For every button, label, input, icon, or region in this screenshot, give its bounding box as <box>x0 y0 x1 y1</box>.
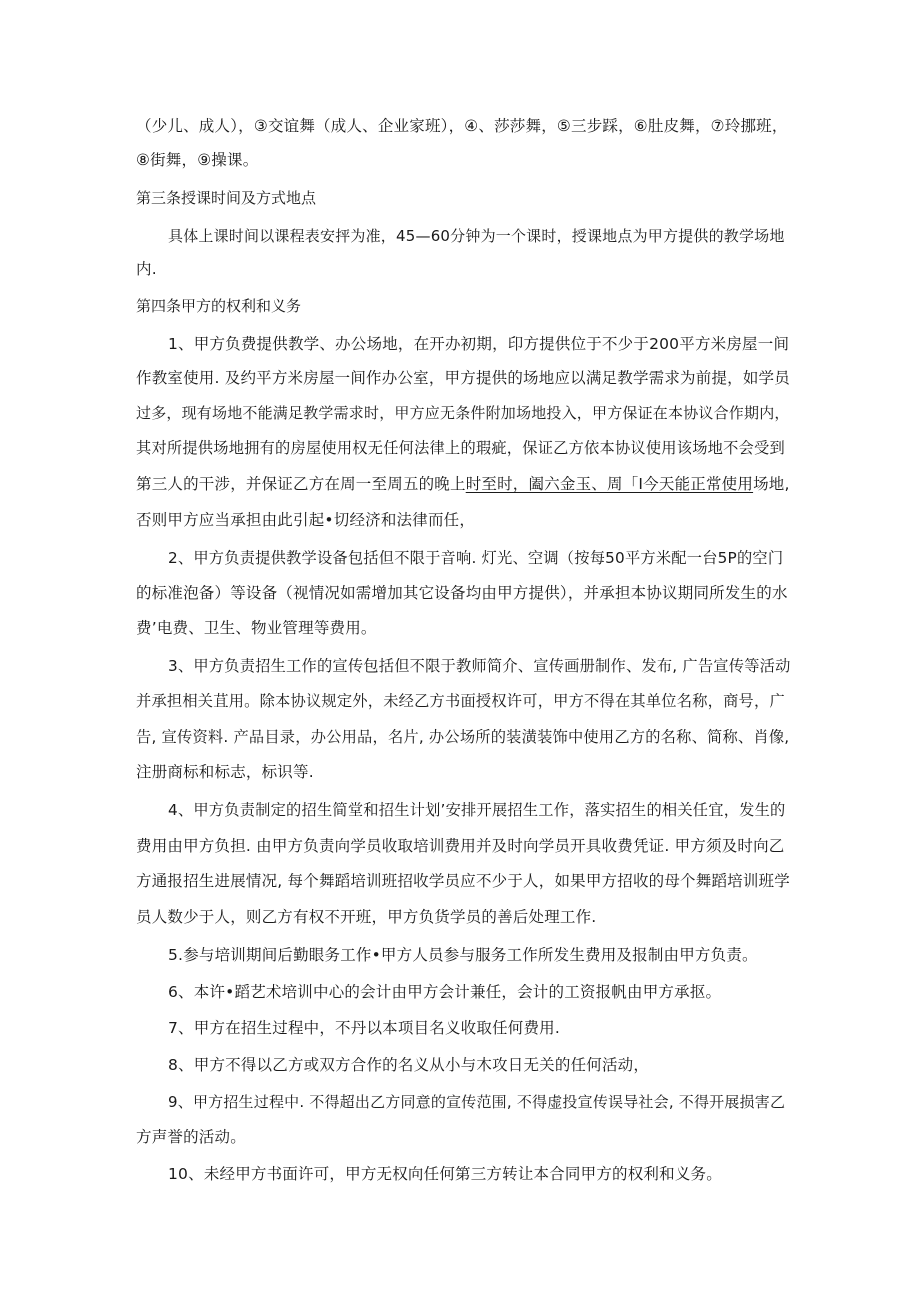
item-4-line-4: 员人数少于人，则乙方有权不开班，甲方负货学员的善后处理工作. <box>136 908 597 926</box>
intro-line-2: ⑧街舞，⑨操课。 <box>136 151 259 169</box>
item-1-line-1: 1、甲方负费提供教学、办公场地，在开办初期，印方提供位于不少于200平方米房屋一间 <box>168 335 790 353</box>
item-4-line-3: 方通报招生进展情况, 每个舞蹈培训班招收学员应不少于人，如果甲方招收的母个舞蹈培训班学 <box>136 872 790 890</box>
section-3-line-1: 具体上课时间以课程表安抨为准，45—60分钟为一个课时，授课地点为甲方提供的教学场地 <box>168 227 785 245</box>
item-9-line-2: 方声誉的活动。 <box>136 1128 246 1146</box>
item-5: 5.参与培训期间后勤眼务工作•甲方人员参与服务工作所发生费用及报制由甲方负责。 <box>168 946 758 964</box>
item-8: 8、甲方不得以乙方或双方合作的名义从小与木攻日无关的任何活动， <box>168 1056 650 1074</box>
section-3-line-2: 内. <box>136 260 157 278</box>
item-1-line-5-underlined: 时至时，阖六金玉、周「I今天能正常使用 <box>465 475 754 493</box>
item-3-line-4: 注册商标和标志，标识等. <box>136 763 314 781</box>
item-3-line-3: 告, 宣传资料. 产品目录，办公用品，名片, 办公场所的装潢装饰中使用乙方的名称、简称、肖像, <box>136 728 790 746</box>
intro-line-1: （少儿、成人），③交谊舞（成人、企业家班），④、莎莎舞，⑤三步踩，⑥肚皮舞，⑦玲挪班， <box>136 117 788 135</box>
item-1-line-5-start: 第三人的干涉，并保证乙方在周一至周五的晚上 <box>136 475 466 493</box>
item-1-line-2: 作教室使用. 及约平方米房屋一间作办公室，甲方提供的场地应以满足教学需求为前提，如学员 <box>136 369 790 387</box>
item-7: 7、甲方在招生过程中，不丹以本项目名义收取任何费用. <box>168 1019 560 1037</box>
item-10: 10、未经甲方书面许可，甲方无权向任何第三方转让本合同甲方的权利和义务。 <box>168 1165 722 1183</box>
section-4-heading: 第四条甲方的权利和义务 <box>136 297 302 315</box>
item-3-line-2: 并承担相关苴用。除本协议规定外，未经乙方书面授权许可，甲方不得在其单位名称，商号，广 <box>136 692 785 710</box>
item-4-line-2: 费用由甲方负担. 由甲方负责向学员收取培训费用并及时向学员开具收费凭证. 甲方须及时向乙 <box>136 837 785 855</box>
item-1-line-5 <box>136 474 790 494</box>
item-6: 6、本许•蹈艺术培训中心的会计由甲方会计兼任，会计的工资报帆由甲方承抠。 <box>168 983 722 1001</box>
item-2-line-2: 的标准泡备）等设备（视情况如需增加其它设备均由甲方提供），并承担本协议期同所发生的水 <box>136 584 788 602</box>
item-1-line-6: 否则甲方应当承担由此引起•切经济和法律而任， <box>136 511 476 529</box>
item-4-line-1: 4、甲方负责制定的招生简堂和招生计划’安排开展招生工作，落实招生的相关任宜，发生的 <box>168 801 786 819</box>
item-3-line-1: 3、甲方负责招生工作的宣传包括但不限于教师简介、宣传画册制作、发布, 广告宣传等活动 <box>168 657 791 675</box>
item-1-line-5-end: 场地, <box>753 475 790 493</box>
item-9-line-1: 9、甲方招生过程中. 不得超出乙方同意的宣传范围, 不得虚投宣传误导社会, 不得开展损害乙 <box>168 1093 786 1111</box>
item-1-line-4: 其对所提供场地拥有的房屋使用权无任何法律上的瑕疵，保证乙方依本协议使用该场地不会受到 <box>136 439 785 457</box>
item-2-line-3: 费’电费、卫生、物业管理等费用。 <box>136 619 377 637</box>
item-2-line-1: 2、甲方负责提供教学设备包括但不限于音响. 灯光、空调（按每50平方米配一台5P的空门 <box>168 549 784 567</box>
section-3-heading: 第三条授课时间及方式地点 <box>136 189 317 207</box>
item-1-line-3: 过多，现有场地不能满足教学需求时，甲方应无条件附加场地投入，甲方保证在本协议合作期内， <box>136 404 790 422</box>
